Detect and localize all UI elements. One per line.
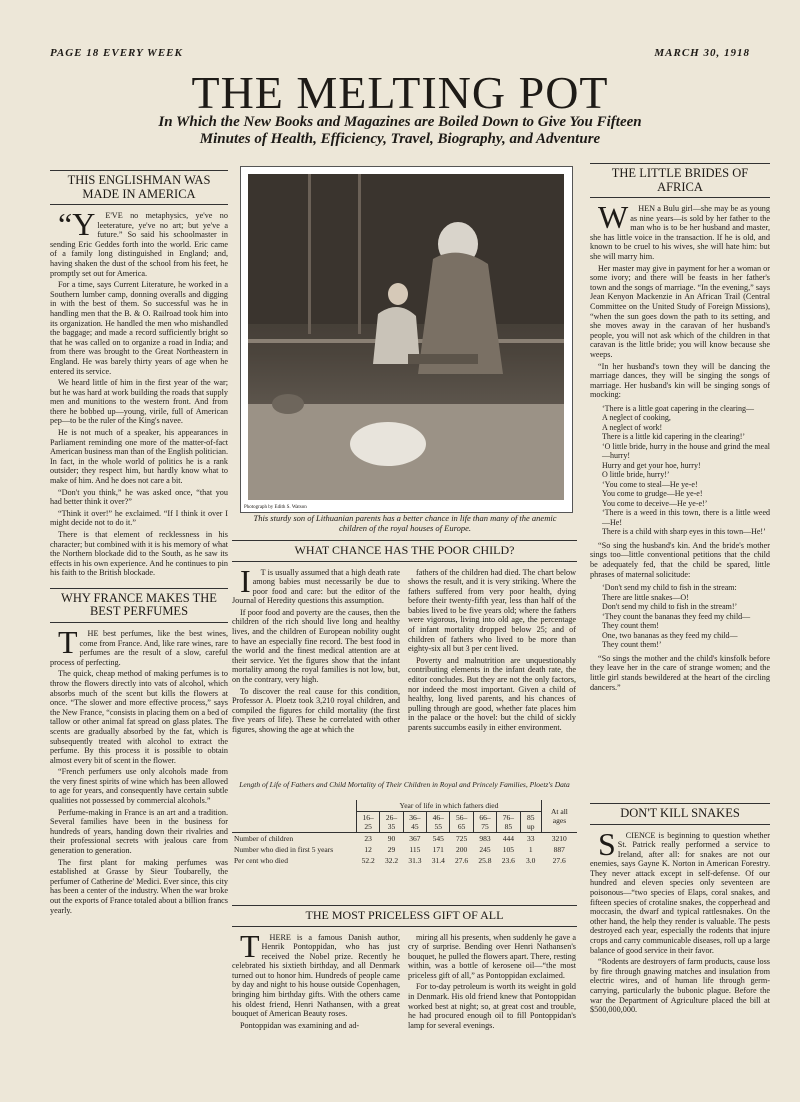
table-cell: 12 (364, 845, 372, 854)
table-cell: 3.0 (526, 856, 536, 865)
table-cell: 3210 (551, 834, 567, 843)
table-cell: 545 (432, 834, 444, 843)
left-column (50, 170, 228, 1050)
englishman-paragraph: “YE'VE no metaphysics, ye've no leeterature, ye've no art; but ye've a future.” So said his schoolmaster in sending Eric Geddes forth into the world. Eric came of a family long distinguished in England; and, having shaken the dust of the school from his feet, he promptly set out for America. (50, 206, 228, 278)
table-cell: 32.2 (384, 856, 399, 865)
perfumes-paragraph: Perfume-making in France is an art and a tradition. Several families have been in the business for hundreds of years, handing down their rivalries and their professional secrets with jealous care from generation to generation. (50, 807, 228, 856)
table-row (232, 844, 577, 855)
gift-heading: THE MOST PRICELESS GIFT OF ALL (232, 905, 577, 927)
brides-paragraph: “In her husband's town they will be dancing the marriage dances, they will be singing the songs of marriage. Her husband's kin will be singing songs of mocking: (590, 361, 770, 400)
mother-song (590, 583, 770, 650)
table-cell: 444 (502, 834, 514, 843)
brides-paragraph: “So sing the husband's kin. And the bride's mother sings too—little conventional petitions that the child be adequately fed, that the child be spared, little phrases of maternal solicitude: (590, 540, 770, 579)
table-col-header: 76–85 (497, 812, 520, 833)
song-line: Don't send my child to fish in the stream!’ (602, 602, 738, 612)
table-cell: 23 (364, 834, 372, 843)
table-cell: 90 (387, 834, 396, 843)
englishman-paragraph: We heard little of him in the first year of the war; but he was hard at work building the roads that supply men and munitions to the western front. And from there he bobbed up—young, virile, full of American pep—to be the ruler of the King's navee. (50, 378, 228, 426)
englishman-paragraph: “Don't you think,” he was asked once, “that you had better think it over?” (50, 487, 228, 507)
gift-article (232, 905, 577, 1065)
poorchild-article (232, 540, 577, 737)
snakes-article (590, 803, 770, 1068)
date-header: MARCH 30, 1918 (654, 47, 750, 59)
photo-frame (240, 166, 573, 513)
poorchild-col2 (408, 568, 576, 737)
row-label: Number of children (234, 834, 294, 843)
song-line: A neglect of work! (602, 422, 663, 432)
perfumes-paragraph: The first plant for making perfumes was established at Grasse by Sieur Toubarelly, the perfumer of Catherine de' Medici. Ever since, this city has been a center of the industry. When the war broke out the exports of France totaled about a billion francs yearly. (50, 857, 228, 915)
gift-paragraph: Pontoppidan was examining and ad- (240, 1020, 360, 1030)
table-cell: 367 (409, 834, 421, 843)
table-col-header: 36–45 (403, 812, 426, 833)
table-cell: 29 (387, 845, 396, 854)
table-corner (232, 800, 357, 833)
perfumes-paragraph: The quick, cheap method of making perfumes is to throw the flowers directly into vats of alcohol, which absorbs much of the scent but kills the flowers at once. “The slower and more effective process,” says the New France, “consists in placing them on a bed of tallow or other animal fat spread on glass plates. The scents are gradually absorbed by the fat, which is subsequently treated with alcohol to extract the perfume. By this process it is possible to obtain almost every bit of scent in the flower. (50, 669, 228, 765)
song-line: O little bride, hurry!’ (602, 470, 670, 480)
row-label: Per cent who died (234, 856, 288, 865)
table-col-header: At all ages (541, 800, 577, 833)
table-row (232, 833, 577, 845)
masthead-subtitle: In Which the New Books and Magazines are Boiled Down to Give You Fifteen Minutes of Health, Efficiency, Travel, Biography, and Adventure (158, 114, 642, 147)
table-cell: 105 (502, 845, 514, 854)
table-cell: 31.4 (431, 856, 445, 865)
brides-song (590, 404, 770, 537)
table-cell: 115 (409, 845, 421, 854)
photo-credit: Photograph by Edith S. Watson (244, 505, 307, 510)
snakes-paragraph: “Rodents are destroyers of farm products, cause loss by fire through gnawing matches and insulation from electric wires, and of human life through germ-carrying, particularly the bubonic plague. Before the war the Department of Agriculture placed the bill at $500,000,000. (590, 957, 770, 1015)
song-line: ‘There is a little goat capering in the clearing— (602, 403, 754, 413)
poorchild-paragraph: To discover the real cause for this condition, Professor A. Ploetz took 3,210 royal children, and compiled the figures for child mortality (the first five years of life). These he correlated with other figures, showing the age at which the (232, 686, 400, 734)
gift-paragraph: For to-day petroleum is worth its weight in gold in Denmark. His old friend knew that Pontoppidan worked best at night; so, at great cost and trouble, he had procured enough oil to fill Pontoppidan's lamp for several evenings. (408, 982, 576, 1030)
table-row (232, 855, 577, 866)
song-line: There is a child with sharp eyes in this town—He!’ (602, 527, 766, 537)
table-cell: 1 (528, 845, 533, 854)
song-line: A neglect of cooking, (602, 413, 671, 423)
snakes-heading: DON'T KILL SNAKES (590, 803, 770, 825)
song-line: They count them! (602, 621, 659, 631)
song-line: You come to grudge—He ye-e! (602, 489, 703, 499)
mortality-table-title: Length of Life of Fathers and Child Mortality of Their Children in Royal and Princely Families, Ploetz's Data (239, 780, 570, 789)
song-line: There are little snakes—O! (602, 592, 689, 602)
englishman-heading: THIS ENGLISHMAN WAS MADE IN AMERICA (50, 170, 228, 205)
table-cell: 983 (479, 834, 491, 843)
table-col-header: 85 up (520, 812, 541, 833)
photograph-lithuanian-child (248, 174, 564, 500)
song-line: They count them!’ (602, 640, 662, 650)
table-cell: 200 (455, 845, 468, 854)
poorchild-col1 (232, 562, 400, 737)
poorchild-paragraph: If poor food and poverty are the causes, then the children of the rich should live long and healthy lives, and the children of European nobility ought to have an especially fine record. The best food in the world and the finest medical attention are at their service. Yet the figures show that the infant mortality among the royal families is not low, but, on the contrary, very high. (232, 607, 400, 685)
table-cell: 31.3 (408, 856, 422, 865)
table-cell: 27.6 (455, 856, 469, 865)
brides-paragraph: Her master may give in payment for her a woman or some ivory; and there will be feasts in her father's town and the songs of marriage. “In the evening,” says Jean Kenyon Mackenzie in An African Trail (Central Committee on the United Study of Foreign Missions), “when the sun goes down the path to its setting, and she moves away in the caravan of her husband's people, you will not ask which of the children in that caravan is the little bride; you will know because she weeps. (590, 263, 770, 359)
gift-col2 (408, 933, 576, 1033)
brides-paragraph: “So sings the mother and the child's kinsfolk before they leave her in the care of strange women; and the little girl stands bewildered at the heart of the circling dancers.” (590, 653, 770, 692)
page-number-header: PAGE 18 EVERY WEEK (50, 47, 183, 59)
table-cell: 33 (526, 834, 535, 843)
song-line: Hurry and get your hoe, hurry! (602, 460, 701, 470)
song-line: ‘You come to steal—He ye-e! (602, 479, 698, 489)
table-cell: 887 (553, 845, 565, 854)
table-group-header: Year of life in which fathers died (357, 800, 542, 812)
table-cell: 725 (455, 834, 468, 843)
table-col-header: 46–55 (427, 812, 450, 833)
song-line: You come to deceive—He ye-e!’ (602, 498, 708, 508)
table-col-header: 56–65 (450, 812, 473, 833)
song-line: There is a little kid capering in the clearing!’ (602, 432, 746, 442)
gift-col1 (232, 927, 400, 1033)
gift-paragraph: THERE is a famous Danish author, Henrik Pontoppidan, who has just received the Nobel prize. Recently he celebrated his sixtieth birthday, and all Denmark turned out to honor him. Hundreds of people came by day and night to his house outside Copenhagen, bringing him birthday gifts. With the others came his oldest friend, Henri Nathansen, with a great bouquet of American Beauty roses. (232, 927, 400, 1019)
song-line: ‘Don't send my child to fish in the stream: (602, 583, 737, 593)
song-line: ‘There is a weed in this town, there is a little weed—He! (602, 508, 770, 527)
brides-article (590, 163, 770, 798)
perfumes-paragraph: THE best perfumes, like the best wines, come from France. And, like rare wines, rare perfumes are the result of a slow, careful process of perfecting. (50, 623, 228, 667)
song-line: One, two bananas as they feed my child— (602, 630, 738, 640)
song-line: ‘O little bride, hurry in the house and grind the meal—hurry! (602, 441, 770, 461)
masthead-title: THE MELTING POT (191, 67, 609, 118)
table-cell: 23.6 (501, 856, 515, 865)
photo-caption: This sturdy son of Lithuanian parents has a better chance in life than many of the anemic children of the royal houses of Europe. (253, 513, 557, 533)
brides-heading: THE LITTLE BRIDES OF AFRICA (590, 163, 770, 198)
perfumes-heading: WHY FRANCE MAKES THE BEST PERFUMES (50, 588, 228, 623)
gift-paragraph: miring all his presents, when suddenly he gave a cry of surprise. Bending over Henri Nathansen's bouquet, he pulled the flowers apart. There, resting within, was a bottle of kerosene oil—“the most priceless gift of all,” as Pontoppidan exclaimed. (408, 932, 576, 980)
table-cell: 25.8 (478, 856, 492, 865)
poorchild-paragraph: Poverty and malnutrition are unquestionably contributing elements in the infant death rate, the editor concludes. But they are not the only factors, nor indeed the most important. Given a child of healthy, long lived parents, and his chances of pulling through are good, whether fate places him in the palace or the hovel: but the child of sickly parents succumbs easily in either environment. (408, 655, 576, 732)
table-col-header: 16–25 (357, 812, 380, 833)
poorchild-heading: WHAT CHANCE HAS THE POOR CHILD? (232, 540, 577, 562)
poorchild-paragraph: fathers of the children had died. The chart below shows the result, and it is very striking. Where the fathers suffered from very poor health, dying before their twenty-fifth year, less than half of the babies lived to be five years old; where the fathers were vigorous, living into old age, the percentage of infant mortality dropped below 25; and of children of fathers who lived to be more than eighty-six all but 3 per cent lived. (408, 567, 576, 654)
table-col-header: 66–75 (473, 812, 496, 833)
song-line: ‘They count the bananas they feed my child— (602, 611, 751, 621)
table-cell: 245 (479, 845, 491, 854)
englishman-paragraph: He is not much of a speaker, his appearances in Parliament reminding one more of the matter-of-fact American business man than of the English politician. In fact, in the whole world of politics he is a rank outsider; they respect him, but hardly know what to make of him. And he does not care a bit. (50, 428, 228, 486)
snakes-paragraph: SCIENCE is beginning to question whether St. Patrick really performed a service to Ireland, after all: for snakes are not our enemies, says Gayne K. Norton in American Forestry. They never attack except in self-defense. Of our hundred and eleven species only seventeen are poisonous—“two species of Elaps, coral snakes, and fifteen species of crotaline snakes, the copperhead and moccasin, the dwarf and typical rattlesnakes. On the other hand, the help they render is valuable. The pests destroyed each year, especially the rodents that injure crops and carry communicable diseases, roll up a large balance of good service in their favor. (590, 825, 770, 955)
englishman-paragraph: There is that element of recklessness in his character; but combined with it is his memory of what the Northern blockade did to the South, as he saw its effects in his own experience. And he continues to pin his faith to the British blockade. (50, 530, 228, 578)
table-cell: 27.6 (552, 856, 566, 865)
englishman-paragraph: For a time, says Current Literature, he worked in a Southern lumber camp, donning overalls and digging in with the best of them. So successful was he in handling men that the B. & O. Railroad took him into its organization. He handled the men who mishandled the baggage; and made a record sufficiently bright so that he was called on to organize a road in India; and from there was brought to the Great Northeastern in England. He was barely thirty years of age when he entered its service. (50, 280, 228, 376)
englishman-paragraph: “Think it over!” he exclaimed. “If I think it over I might decide not to do it.” (50, 508, 228, 528)
table-cell: 52.2 (361, 856, 375, 865)
photo-illustration (248, 174, 564, 500)
mortality-table (232, 800, 577, 866)
poorchild-paragraph: IT is usually assumed that a high death rate among babies must necessarily be due to poor food and care: but the editor of the Journal of Heredity questions this assumption. (232, 562, 400, 606)
table-col-header: 26–35 (380, 812, 403, 833)
brides-paragraph: WHEN a Bulu girl—she may be as young as nine years—is sold by her father to the man who is to be her husband and master, she has little voice in the transaction. If he is old, and known to be cruel to his wives, she will hate him: but she will marry him. (590, 199, 770, 261)
perfumes-paragraph: “French perfumers use only alcohols made from the very finest spirits of wine which has been allowed to age for years, and consequently have certain subtle qualities not possessed by commercial alcohols.” (50, 767, 228, 806)
row-label: Number who died in first 5 years (234, 845, 334, 854)
table-cell: 171 (432, 845, 444, 854)
